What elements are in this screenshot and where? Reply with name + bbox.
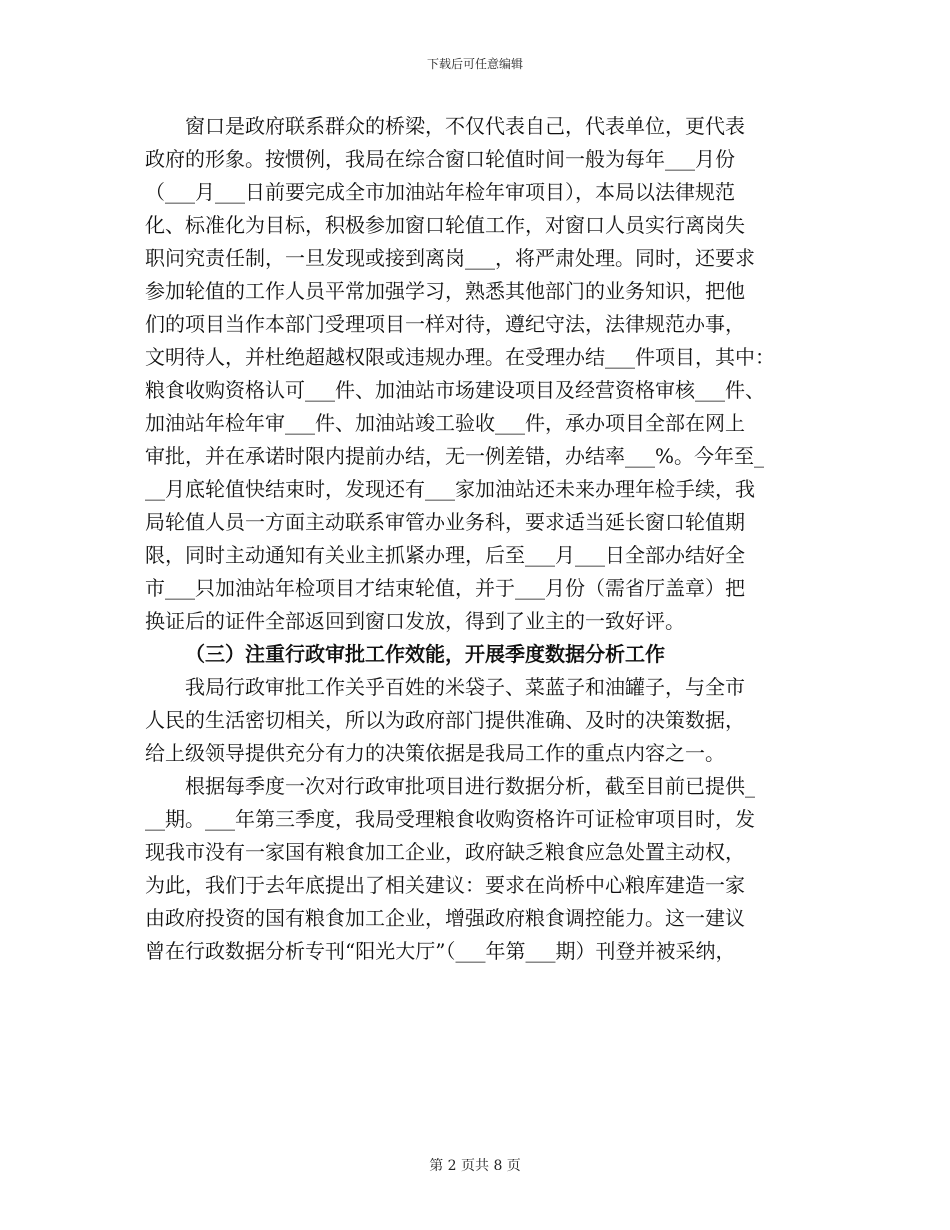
- paragraph-line: 换证后的证件全部返回到窗口发放，得到了业主的一致好评。: [145, 609, 685, 633]
- paragraph-line: 曾在行政数据分析专刊“阳光大厅”（___年第___期）刊登并被采纳，: [145, 939, 736, 963]
- paragraph-line: 政府的形象。按惯例，我局在综合窗口轮值时间一般为每年___月份: [145, 147, 735, 171]
- paragraph-line: 由政府投资的国有粮食加工企业，增强政府粮食调控能力。这一建议: [145, 906, 745, 930]
- header-note: 下载后可任意编辑: [426, 57, 523, 71]
- paragraph-line: 限，同时主动通知有关业主抓紧办理，后至___月___日全部办结好全: [145, 543, 745, 567]
- paragraph-line: 粮食收购资格认可___件、加油站市场建设项目及经营资格审核___件、: [145, 378, 765, 402]
- paragraph-line: 审批，并在承诺时限内提前办结，无一例差错，办结率___%。今年至_: [145, 444, 765, 468]
- paragraph-line: 参加轮值的工作人员平常加强学习，熟悉其他部门的业务知识，把他: [145, 279, 745, 303]
- page-number: 第 2 页共 8 页: [429, 1158, 521, 1174]
- paragraph-line: （___月___日前要完成全市加油站年检年审项目），本局以法律规范: [145, 180, 735, 204]
- paragraph-line: 加油站年检年审___件、加油站竣工验收___件，承办项目全部在网上: [145, 411, 745, 435]
- paragraph-line: 市___只加油站年检项目才结束轮值，并于___月份（需省厅盖章）把: [145, 576, 745, 600]
- document-body: [145, 110, 815, 968]
- paragraph-line: 根据每季度一次对行政审批项目进行数据分析，截至目前已提供_: [185, 774, 755, 798]
- paragraph-line: 人民的生活密切相关，所以为政府部门提供准确、及时的决策数据，: [145, 708, 745, 732]
- paragraph-line: 给上级领导提供充分有力的决策依据是我局工作的重点内容之一。: [145, 741, 725, 765]
- paragraph-line: 现我市没有一家国有粮食加工企业，政府缺乏粮食应急处置主动权，: [145, 840, 745, 864]
- paragraph-line: 化、标准化为目标，积极参加窗口轮值工作，对窗口人员实行离岗失: [145, 213, 745, 237]
- paragraph-line: 们的项目当作本部门受理项目一样对待，遵纪守法，法律规范办事，: [145, 312, 745, 336]
- paragraph-line: __月底轮值快结束时，发现还有___家加油站还未来办理年检手续，我: [145, 477, 755, 501]
- paragraph-line: 为此，我们于去年底提出了相关建议：要求在尚桥中心粮库建造一家: [145, 873, 745, 897]
- paragraph-line: 文明待人，并杜绝超越权限或违规办理。在受理办结___件项目，其中：: [145, 345, 775, 369]
- section-heading: （三）注重行政审批工作效能，开展季度数据分析工作: [185, 642, 665, 666]
- paragraph-line: 局轮值人员一方面主动联系审管办业务科，要求适当延长窗口轮值期: [145, 510, 745, 534]
- paragraph-line: __期。___年第三季度，我局受理粮食收购资格许可证检审项目时，发: [145, 807, 755, 831]
- paragraph-line: 窗口是政府联系群众的桥梁，不仅代表自己，代表单位，更代表: [185, 114, 745, 138]
- paragraph-line: 我局行政审批工作关乎百姓的米袋子、菜蓝子和油罐子，与全市: [185, 675, 745, 699]
- paragraph-line: 职问究责任制，一旦发现或接到离岗___，将严肃处理。同时，还要求: [145, 246, 755, 270]
